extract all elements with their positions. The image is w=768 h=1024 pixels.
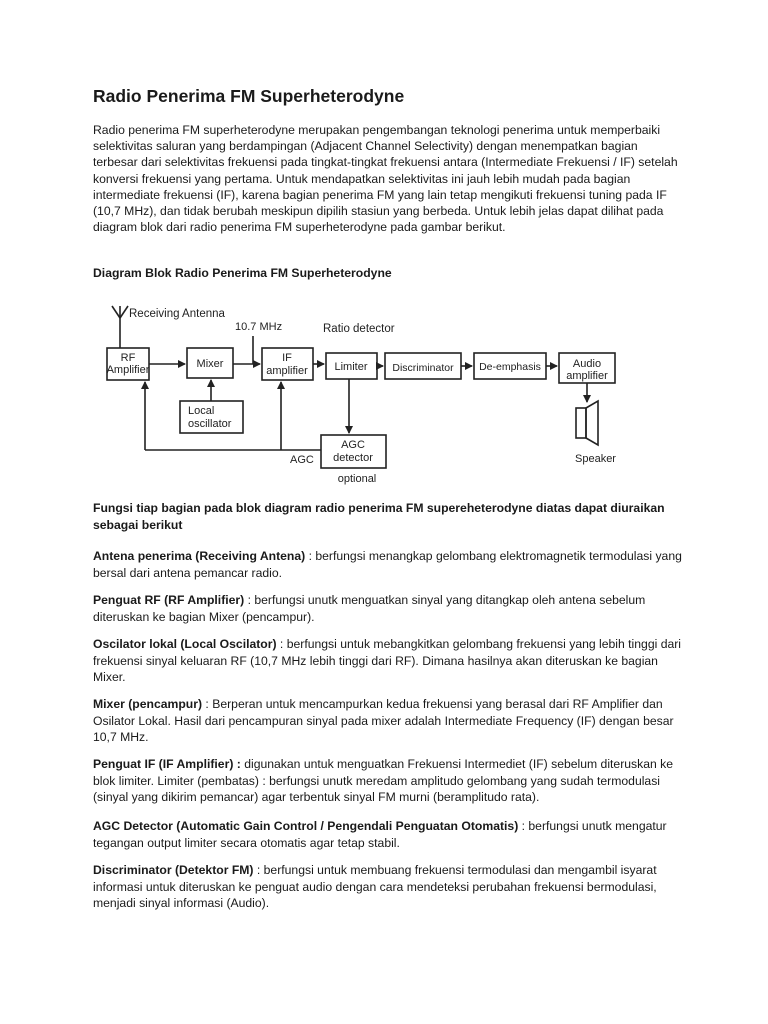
- speaker-label: Speaker: [575, 453, 616, 465]
- optional-label: optional: [337, 473, 377, 485]
- intro-paragraph: Radio penerima FM superheterodyne merupakan pengembangan teknologi penerima untuk memperbaiki selektivitas saluran yang berdampingan (Adjacent Channel Selectivity) dengan menempatkan bagian terbesar dari selektivitas frekuensi pada tingkat-tingkat frekuensi antara (Intermediate Frekuensi / IF) setelah konversi frekuensi yang pertama. Untuk mendapatkan selektivitas ini jauh lebih mudah pada bagian intermediate frekuensi (IF), karena bagian penerima FM yang lain tetap mengikuti frekuensi tuning pada IF (10,7 MHz), dan tidak berubah meskipun dipilih stasiun yang berbeda. Untuk lebih jelas dapat dilihat pada diagram blok dari radio penerima FM superheterodyne pada gambar berikut.: [93, 123, 678, 235]
- block-diagram: [93, 298, 633, 490]
- speaker-icon: [576, 401, 598, 445]
- page-title: Radio Penerima FM Superheterodyne: [93, 86, 405, 106]
- audio-amplifier-label: Audio: [572, 358, 602, 370]
- agc-label: AGC: [290, 454, 314, 466]
- definition-text: : berfungsi menangkap gelombang elektromagnetik termodulasi yang bersal dari antena pemancar radio.: [93, 549, 682, 580]
- rf-amplifier-label-2: Amplifier: [106, 364, 150, 376]
- definition-text: : Berperan untuk mencampurkan kedua frekuensi yang berasal dari RF Amplifier dan Osilator Lokal. Hasil dari pencampuran sinyal pada mixer adalah Intermediate Frequency (IF) dengan besar 10,7 MHz.: [93, 697, 674, 744]
- definition-term: Mixer (pencampur): [93, 697, 203, 711]
- definition-text: digunakan untuk menguatkan Frekuensi Intermediet (IF) sebelum diteruskan ke blok limiter. Limiter (pembatas) : berfungsi unutk meredam amplitudo gelombang yang sudah termodulasi (sinyal yang dikirim pemancar) agar terbentuk sinyal FM murni (beramplitudo rata).: [93, 757, 674, 804]
- definition-term: Oscilator lokal (Local Oscilator): [93, 637, 277, 651]
- rf-amplifier-label: RF: [120, 352, 136, 364]
- definition-term: Penguat IF (IF Amplifier) :: [93, 757, 241, 771]
- agc-detector-label-2: detector: [333, 452, 373, 464]
- discriminator-label: Discriminator: [392, 362, 454, 374]
- mixer-label: Mixer: [196, 358, 224, 370]
- fungsi-heading: Fungsi tiap bagian pada blok diagram radio penerima FM supereheterodyne diatas dapat diuraikan sebagai berikut: [93, 501, 665, 532]
- definition-item: [93, 548, 683, 581]
- definition-term: Antena penerima (Receiving Antena): [93, 549, 306, 563]
- deemphasis-label: De-emphasis: [479, 361, 541, 373]
- diagram-heading: Diagram Blok Radio Penerima FM Superheterodyne: [93, 266, 392, 280]
- definition-item: [93, 592, 683, 625]
- definition-text: : berfungsi untuk mebangkitkan gelombang frekuensi yang lebih tinggi dari frekuensi sinyal keluaran RF (10,7 MHz lebih tinggi dari RF). Dimana hasilnya akan diteruskan ke bagian Mixer.: [93, 637, 682, 684]
- definition-item: [93, 756, 683, 806]
- if-amplifier-label: IF: [282, 352, 292, 364]
- definition-item: [93, 818, 683, 851]
- local-oscillator-label-2: oscillator: [188, 418, 232, 430]
- local-oscillator-label: Local: [188, 405, 215, 417]
- definition-text: : berfungsi untuk membuang frekuensi termodulasi dan mengambil isyarat informasi untuk diteruskan ke penguat audio dengan cara mendeteksi perubahan frekuensi bermodulasi, menjadi sinyal informasi (Audio).: [93, 863, 657, 910]
- antenna-icon: [112, 306, 128, 348]
- definition-text: : berfungsi unutk menguatkan sinyal yang ditangkap oleh antena sebelum diteruskan ke bagian Mixer (pencampur).: [93, 593, 646, 624]
- definition-item: [93, 696, 683, 746]
- definition-term: Penguat RF (RF Amplifier): [93, 593, 245, 607]
- freq-label: 10.7 MHz: [235, 321, 283, 333]
- receiving-antenna-label: Receiving Antenna: [129, 308, 225, 320]
- if-amplifier-label-2: amplifier: [266, 365, 308, 377]
- agc-detector-label: AGC: [341, 439, 365, 451]
- definition-term: AGC Detector (Automatic Gain Control / Pengendali Penguatan Otomatis): [93, 819, 519, 833]
- ratio-detector-label: Ratio detector: [323, 323, 395, 335]
- definition-item: [93, 862, 683, 912]
- limiter-label: Limiter: [334, 361, 368, 373]
- definition-item: [93, 636, 683, 686]
- audio-amplifier-label-2: amplifier: [566, 370, 608, 382]
- definition-term: Discriminator (Detektor FM): [93, 863, 254, 877]
- definition-text: : berfungsi unutk mengatur tegangan output limiter secara otomatis agar tetap stabil.: [93, 819, 667, 850]
